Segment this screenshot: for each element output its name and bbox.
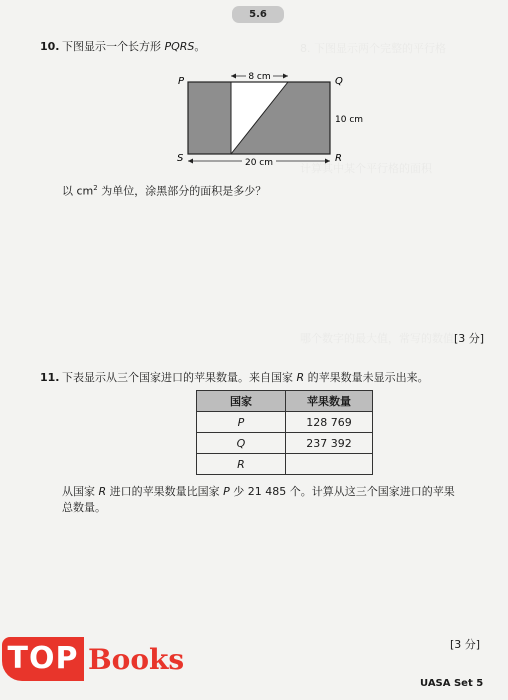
- right-dimension-label: 10 cm: [335, 115, 364, 125]
- table-header-row: [197, 391, 373, 412]
- bottom-dimension-label: 20 cm: [244, 158, 274, 168]
- quantity-cell: 237 392: [286, 433, 373, 454]
- country-cell: P: [197, 412, 286, 433]
- country-cell: R: [197, 454, 286, 475]
- page-number-tab: 5.6: [232, 6, 284, 23]
- q11-question-line2: 总数量。: [62, 501, 106, 514]
- apple-import-table: [196, 390, 373, 475]
- bleed-through-text: 哪个数字的最大值，常写的数值: [300, 332, 454, 345]
- q11-question-line1: 从国家 R 进口的苹果数量比国家 P 少 21 485 个。计算从这三个国家进口的苹果: [62, 485, 455, 498]
- country-cell: Q: [197, 433, 286, 454]
- q10-number: 10.: [40, 40, 60, 53]
- column-header-quantity: 苹果数量: [286, 391, 373, 412]
- q10-intro: 下图显示一个长方形 PQRS。: [62, 40, 206, 53]
- quantity-cell: 128 769: [286, 412, 373, 433]
- vertex-label-q: Q: [335, 76, 343, 87]
- top-dimension-label: 8 cm: [248, 72, 271, 82]
- vertex-label-r: R: [335, 153, 342, 164]
- logo-left-part: TOP: [2, 637, 84, 681]
- bleed-through-text: 计算其中某个平行格的面积: [300, 162, 432, 175]
- column-header-country: 国家: [197, 391, 286, 412]
- logo-right-part: Books: [88, 643, 185, 676]
- vertex-label-p: P: [178, 76, 185, 87]
- rectangle-pqrs-figure: [170, 68, 410, 172]
- q11-intro: 下表显示从三个国家进口的苹果数量。来自国家 R 的苹果数量未显示出来。: [62, 371, 429, 384]
- bleed-through-text: 8. 下图显示两个完整的平行格: [300, 42, 446, 55]
- q10-prompt: 以 $cm^2$ 为单位，涂黑部分的面积是多少？: [62, 184, 267, 198]
- arrow-head-icon: [325, 159, 330, 164]
- arrow-head-icon: [231, 74, 236, 79]
- arrow-head-icon: [188, 159, 193, 164]
- q10-marks: [3 分]: [454, 332, 485, 345]
- arrow-head-icon: [283, 74, 288, 79]
- q11-marks: [3 分]: [450, 638, 481, 651]
- quantity-cell: [286, 454, 373, 475]
- footer-set-label: UASA Set 5: [420, 678, 484, 689]
- q11-number: 11.: [40, 371, 60, 384]
- vertex-label-s: S: [177, 153, 184, 164]
- table-row: [197, 412, 373, 433]
- table-row: [197, 454, 373, 475]
- rect-name: PQRS: [164, 40, 195, 53]
- table-row: [197, 433, 373, 454]
